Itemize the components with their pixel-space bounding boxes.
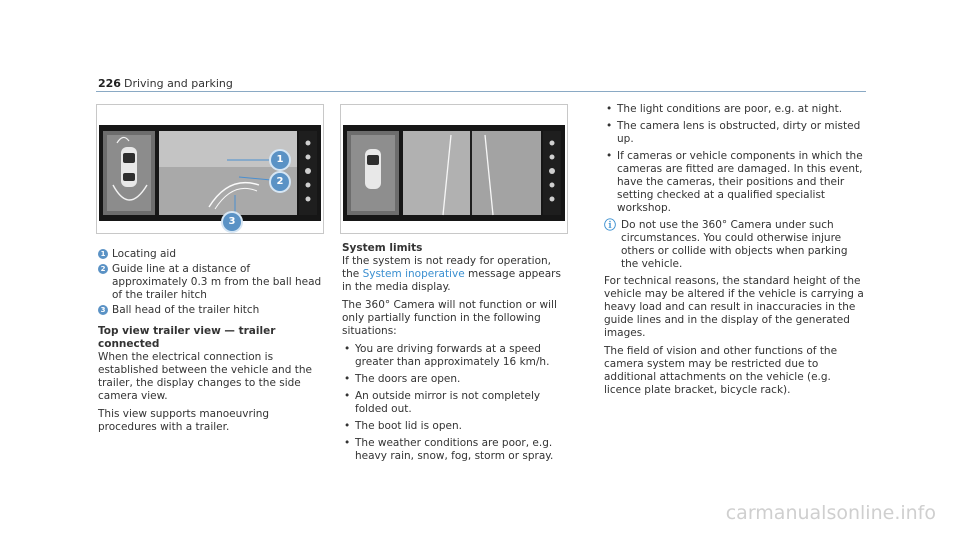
page-number: 226 [98,77,121,90]
list-item: • You are driving forwards at a speed greater than approximately 16 km/h. [342,343,568,369]
text-pre: If the system is not ready for operation, the [342,255,551,280]
list-item: • The light conditions are poor, e.g. at night. [604,103,868,116]
column-1 [98,248,324,439]
limits-list-continued [604,103,868,215]
figure-top-view-trailer [96,104,324,234]
column-3 [604,103,868,402]
watermark: carmanualsonline.info [725,502,936,524]
paragraph-technical-reasons: For technical reasons, the standard height of the vehicle may be altered if the vehicle is carrying a heavy load and can result in inaccuracies in the guide lines and in the display of the generated images. [604,275,864,339]
text-post: message appears in the media display. [342,268,561,293]
section-heading-trailer-view: Top view trailer view — trailer connected [98,325,276,350]
warning-icon: ⓘ [604,218,617,232]
legend-item-3 [98,304,324,317]
column-2 [342,242,568,467]
callout-1: 1 [269,149,291,171]
legend-number-2: 2 [98,264,108,274]
legend-text-1: Locating aid [112,248,177,260]
paragraph-system-not-ready [342,255,568,294]
limits-list [342,343,568,463]
list-item: • The doors are open. [342,373,568,386]
warning-note [604,219,868,271]
callout-2: 2 [269,171,291,193]
legend-number-1: 1 [98,249,108,259]
callout-3: 3 [221,211,243,233]
list-item: • An outside mirror is not completely folded out. [342,390,568,416]
header-title: Driving and parking [124,77,233,90]
link-system-inoperative[interactable]: System inoperative [362,268,465,280]
warning-text: Do not use the 360° Camera under such circumstances. You could otherwise injure others or collide with objects when parking the vehicle. [621,219,848,270]
paragraph-limits-intro: The 360° Camera will not function or will only partially function in the following situations: [342,299,557,337]
paragraph-manoeuvring: This view supports manoeuvring procedures with a trailer. [98,408,270,433]
camera-display [99,125,321,221]
legend-text-2: Guide line at a distance of approximately 0.3 m from the ball head of the trailer hitch [112,263,322,301]
list-item: • If cameras or vehicle components in which the cameras are fitted are damaged. In this event, have the cameras, their positions and their setting checked at a qualified specialist workshop. [604,150,868,215]
paragraph-field-of-vision: The field of vision and other functions of the camera system may be restricted due to additional attachments on the vehicle (e.g. licence plate bracket, bicycle rack). [604,345,838,396]
legend-number-3: 3 [98,305,108,315]
legend-text-3: Ball head of the trailer hitch [112,304,260,316]
side-camera-display [343,125,565,221]
list-item: • The boot lid is open. [342,420,568,433]
list-item: • The weather conditions are poor, e.g. heavy rain, snow, fog, storm or spray. [342,437,568,463]
section-heading-system-limits: System limits [342,242,423,254]
list-item: • The camera lens is obstructed, dirty or misted up. [604,120,868,146]
header-rule [96,91,866,92]
side-camera-graphic [343,125,565,221]
paragraph-connection: When the electrical connection is established between the vehicle and the trailer, the display changes to the side camera view. [98,351,312,402]
legend-item-2 [98,263,324,302]
camera-display-graphic [99,125,321,221]
legend-item-1 [98,248,324,261]
figure-side-camera-view [340,104,568,234]
